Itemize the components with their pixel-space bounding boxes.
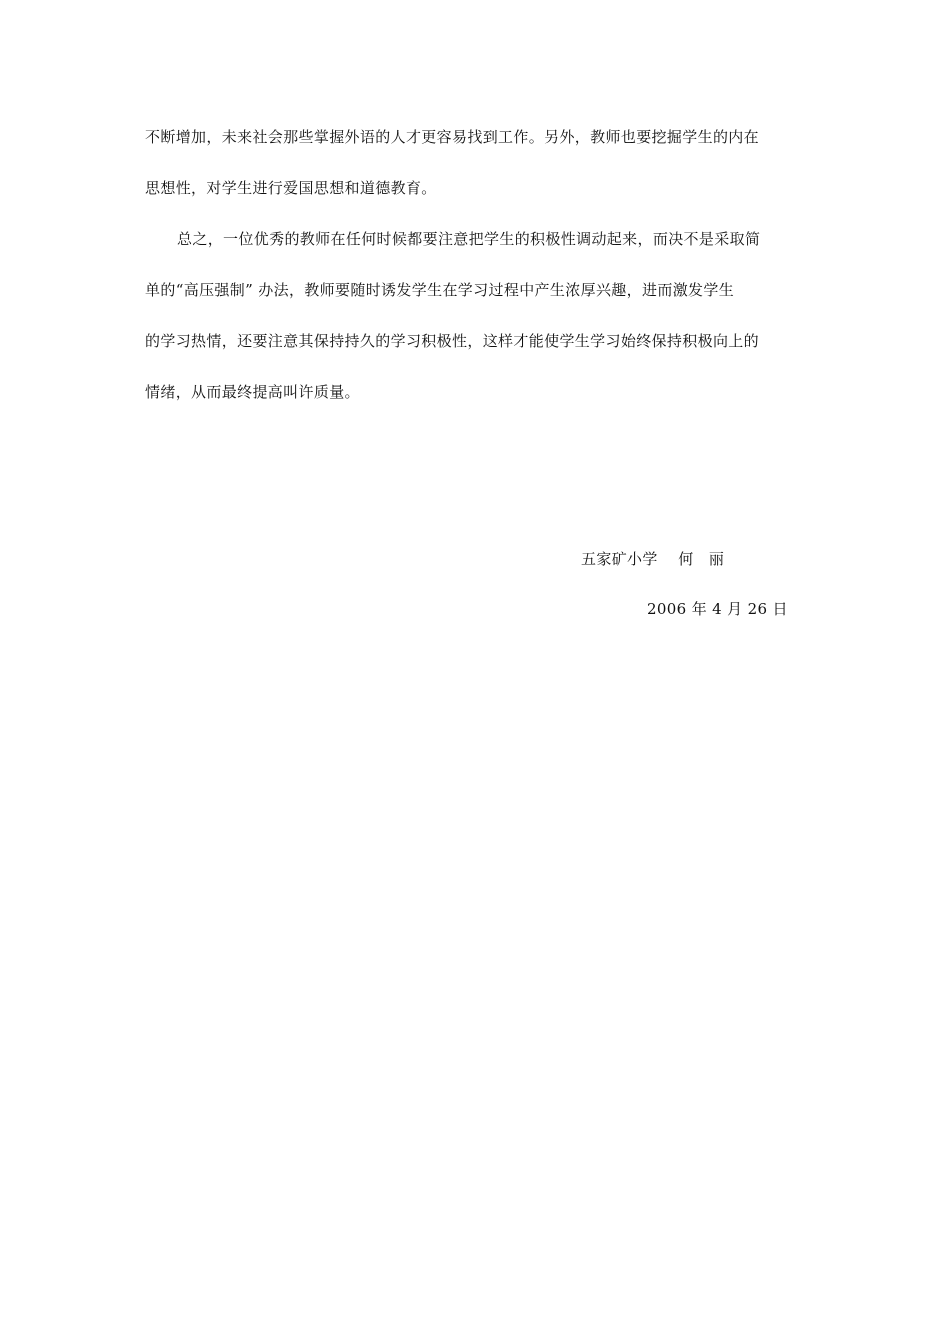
body-text	[145, 122, 809, 428]
text-line-6: 情绪，从而最终提高叫许质量。	[145, 383, 360, 401]
signature-date: 2006 年 4 月 26 日	[647, 600, 788, 618]
text-line-4: 单的“高压强制” 办法，教师要随时诱发学生在学习过程中产生浓厚兴趣，进而激发学生	[145, 281, 735, 299]
signature-school-name: 五家矿小学 何 丽	[581, 550, 725, 568]
text-line-1: 不断增加，未来社会那些掌握外语的人才更容易找到工作。另外，教师也要挖掘学生的内在	[145, 128, 760, 146]
text-line-2: 思想性，对学生进行爱国思想和道德教育。	[145, 179, 437, 197]
text-line-5: 的学习热情，还要注意其保持持久的学习积极性，这样才能使学生学习始终保持积极向上的	[145, 332, 760, 350]
text-line-3: 总之，一位优秀的教师在任何时候都要注意把学生的积极性调动起来，而决不是采取简	[177, 230, 761, 248]
